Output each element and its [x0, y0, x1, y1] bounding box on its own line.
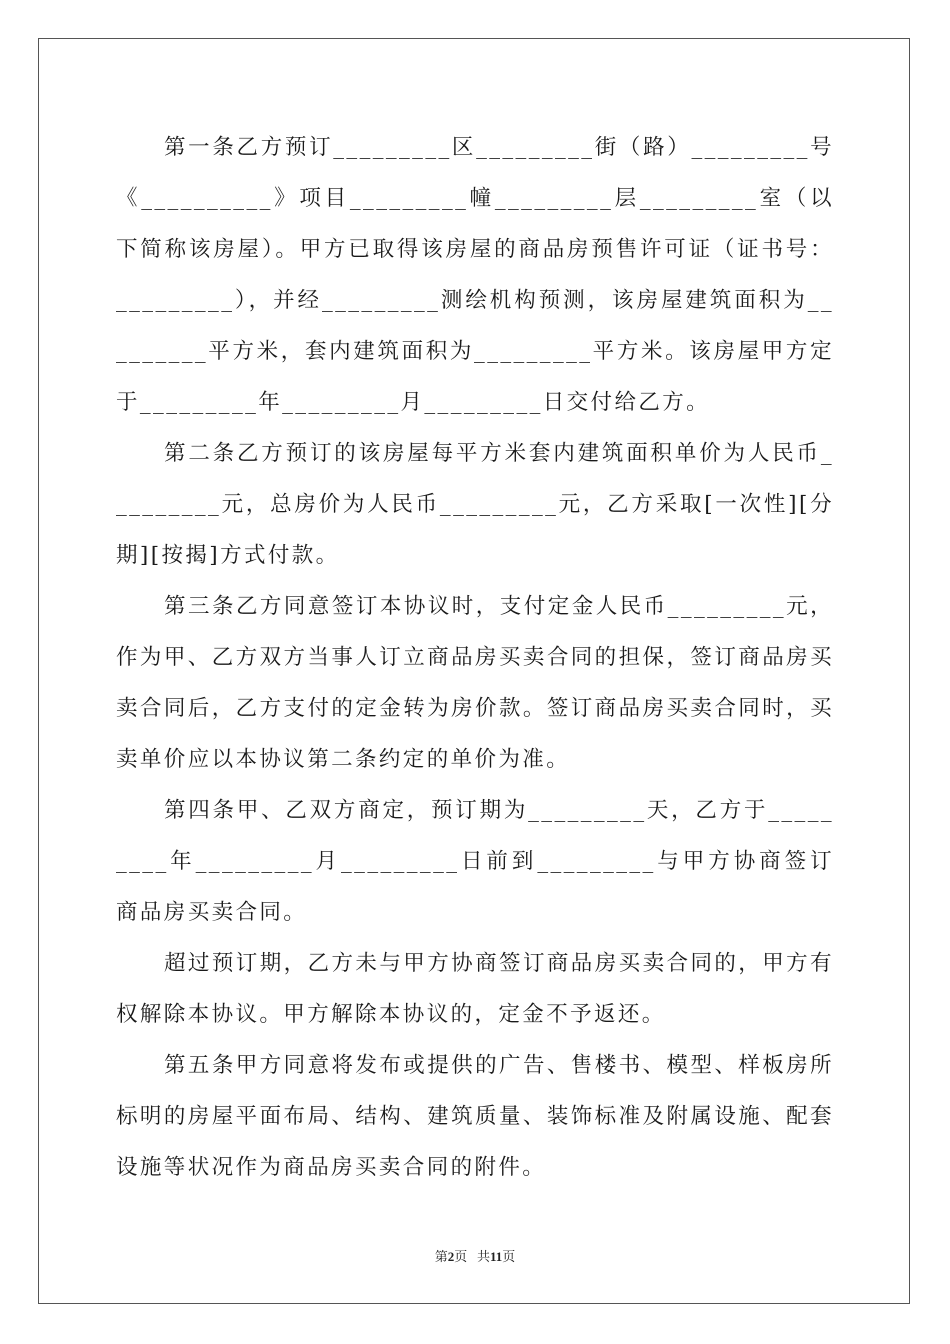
total-prefix: 共 — [476, 1249, 490, 1264]
overdue-clause-paragraph: 超过预订期，乙方未与甲方协商签订商品房买卖合同的，甲方有权解除本协议。甲方解除本协议的，定金不予返还。 — [116, 951, 834, 1027]
article-2-paragraph: 第二条乙方预订的该房屋每平方米套内建筑面积单价为人民币_________元，总房价为人民币_________元，乙方采取[一次性][分期][按揭]方式付款。 — [116, 441, 834, 568]
total-suffix: 页 — [502, 1249, 516, 1264]
article-4-paragraph: 第四条甲、乙双方商定，预订期为_________天，乙方于_________年_________月_________日前到_________与甲方协商签订商品房买卖合同。 — [116, 798, 834, 925]
page-footer — [0, 1246, 950, 1265]
page-prefix: 第 — [434, 1249, 448, 1264]
article-3-paragraph: 第三条乙方同意签订本协议时，支付定金人民币_________元，作为甲、乙方双方当事人订立商品房买卖合同的担保，签订商品房买卖合同后，乙方支付的定金转为房价款。签订商品房买卖合同时，买卖单价应以本协议第二条约定的单价为准。 — [116, 594, 834, 772]
article-5-paragraph: 第五条甲方同意将发布或提供的广告、售楼书、模型、样板房所标明的房屋平面布局、结构、建筑质量、装饰标准及附属设施、配套设施等状况作为商品房买卖合同的附件。 — [116, 1053, 834, 1180]
article-1-paragraph: 第一条乙方预订_________区_________街（路）_________号《__________》项目_________幢_________层_________室（以下简称该房屋）。甲方已取得该房屋的商品房预售许可证（证书号：_________），并经_________测绘机构预测，该房屋建筑面积为_________平方米，套内建筑面积为_________平方米。该房屋甲方定于_________年_________月_________日交付给乙方。 — [116, 135, 834, 415]
current-page-number: 2 — [447, 1249, 455, 1264]
total-pages-number: 11 — [489, 1249, 503, 1264]
document-body — [116, 122, 834, 1193]
page-suffix: 页 — [454, 1249, 468, 1264]
